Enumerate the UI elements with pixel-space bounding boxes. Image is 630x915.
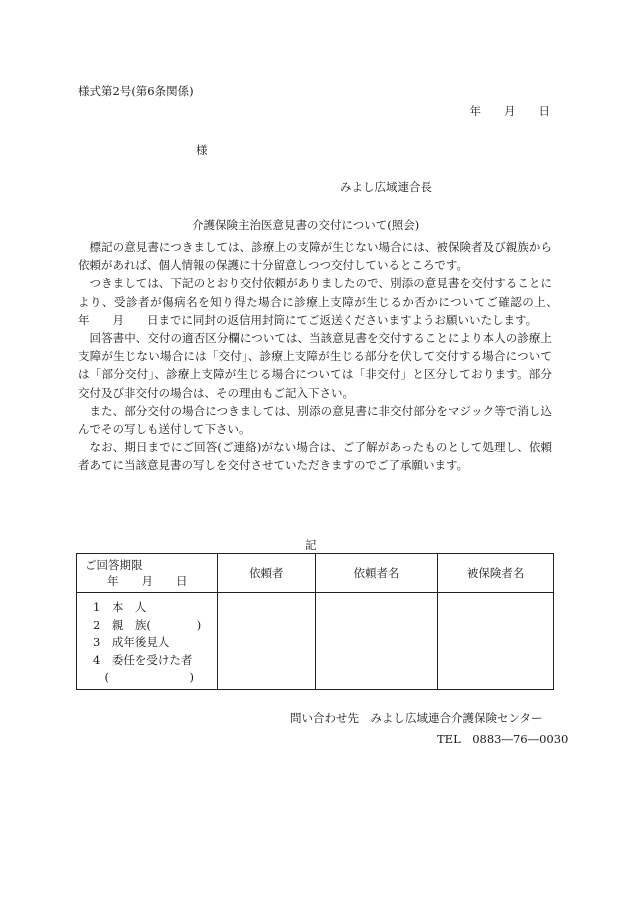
relationship-options [77, 593, 217, 687]
body-paragraph: つきましては、下記のとおり交付依頼がありましたので、別添の意見書を交付することにより、受診者が傷病名を知り得た場合に診療上支障が生じるか否かについてご確認の上、 年 月 日までに同封の返信用封筒にてご返送くださいますようお願いいたします。 [78, 276, 575, 327]
list-item: ( ) [93, 670, 194, 684]
table-row [77, 593, 554, 690]
body-paragraph: 回答書中、交付の適否区分欄については、当該意見書を交付することにより本人の診療上支障が生じない場合には「交付」、診療上支障が生じる部分を伏して交付する場合については「部分交付」、診療上支障が生じる場合については「非交付」と区分しております。部分交付及び非交付の場合は、その理由もご記入下さい。 [78, 331, 552, 400]
table-header-row [77, 554, 554, 593]
list-item: 1 本 人 [93, 600, 147, 614]
body-paragraph: 標記の意見書につきましては、診療上の支障が生じない場合には、被保険者及び親族から依頼があれば、個人情報の保護に十分留意しつつ交付しているところです。 [78, 240, 552, 273]
deadline-date: 年 月 日 [107, 574, 188, 588]
document-title: 介護保険主治医意見書の交付について(照会) [192, 218, 420, 232]
deadline-cell [77, 554, 218, 593]
sender-name: みよし広域連合長 [340, 180, 432, 194]
requester-name-header: 依頼者名 [315, 554, 438, 593]
requester-cell[interactable] [217, 593, 315, 690]
requester-header: 依頼者 [217, 554, 315, 593]
list-item: 4 委任を受けた者 [93, 652, 193, 667]
note-heading: 記 [305, 538, 317, 552]
request-table [76, 553, 554, 690]
contact-info: 問い合わせ先 みよし広域連合介護保険センター [290, 711, 543, 725]
form-number: 様式第2号(第6条関係) [78, 84, 194, 98]
phone-number: TEL 0883―76―0030 [437, 732, 569, 746]
relationship-options-cell [77, 593, 218, 690]
recipient-line: 様 [196, 143, 208, 157]
list-item: 2 親 族( ) [93, 617, 202, 632]
body-paragraph: なお、期日までにご回答(ご連絡)がない場合は、ご了解があったものとして処理し、依頼者あてに当該意見書の写しを交付させていただきますのでご了承願います。 [78, 440, 552, 473]
insured-name-cell[interactable] [438, 593, 554, 690]
list-item: 3 成年後見人 [93, 635, 170, 649]
body-paragraph: また、部分交付の場合につきましては、別添の意見書に非交付部分をマジック等で消し込んでその写しも送付して下さい。 [78, 403, 552, 437]
body-text [78, 238, 575, 475]
deadline-label: ご回答期限 [85, 558, 143, 572]
insured-name-header: 被保険者名 [438, 554, 554, 593]
requester-name-cell[interactable] [315, 593, 438, 690]
document-date: 年 月 日 [469, 104, 550, 118]
